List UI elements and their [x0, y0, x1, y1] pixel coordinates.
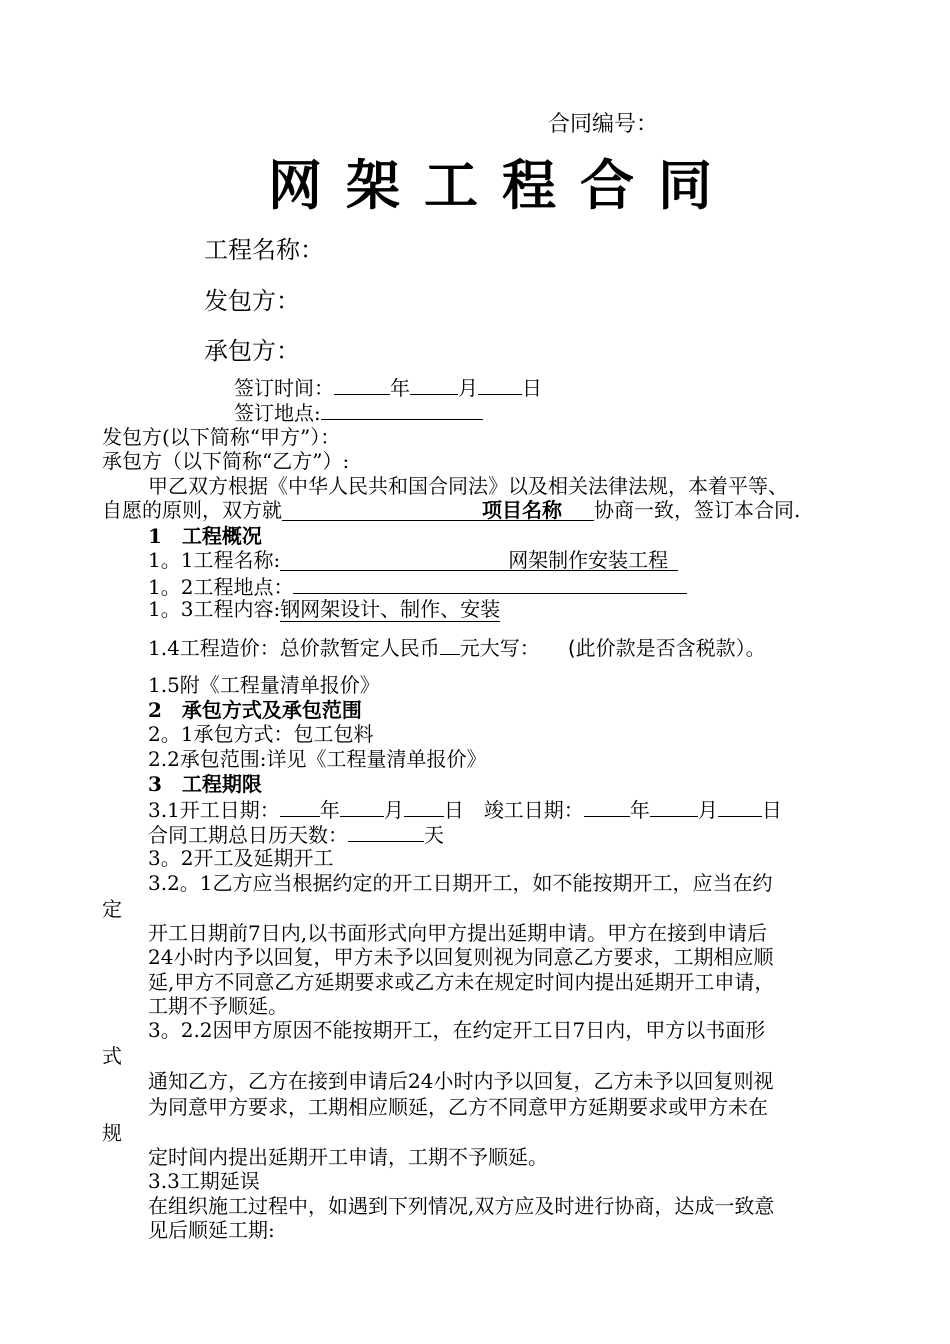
sign-place-blank — [321, 401, 483, 420]
section-1-item-5: 1.5附《工程量清单报价》 — [148, 673, 380, 697]
para-3-2-1-line-2: 定 — [102, 897, 122, 921]
section-3-heading: 3 工程期限 — [148, 772, 262, 796]
section-1-heading: 1 工程概况 — [148, 524, 262, 548]
para-3-2-1-line-3: 开工日期前7日内,以书面形式向甲方提出延期申请。甲方在接到申请后 — [148, 921, 768, 945]
start-month-blank — [340, 798, 384, 817]
end-day-blank — [718, 798, 762, 817]
end-date-label: 竣工日期： — [483, 798, 584, 822]
item-1-1-value: 网架制作安装工程 — [508, 548, 669, 572]
section-2-heading: 2 承包方式及承包范围 — [148, 698, 362, 722]
section-3-2-heading: 3。2开工及延期开工 — [148, 846, 334, 870]
section-1-item-2 — [148, 575, 687, 597]
sign-place-line — [234, 401, 483, 423]
section-1-item-4 — [148, 636, 766, 658]
party-a-line: 发包方(以下简称“甲方”）： — [102, 425, 341, 449]
section-2-item-2: 2.2承包范围:详见《工程量清单报价》 — [148, 747, 487, 771]
project-name-label: 工程名称： — [204, 236, 324, 264]
start-year-blank — [280, 798, 320, 817]
contractor-label: 承包方： — [204, 337, 300, 365]
sign-time-label: 签订时间： — [234, 376, 334, 400]
total-days-label: 合同工期总日历天数： — [148, 823, 348, 847]
project-name-fill — [282, 500, 594, 521]
para-3-3-line-2: 见后顺延工期: — [148, 1218, 275, 1242]
para-3-2-1-line-6: 工期不予顺延。 — [148, 994, 288, 1018]
preamble-line-2 — [102, 500, 800, 521]
section-1-item-1 — [148, 550, 678, 571]
item-1-4-text-b: 元大写： — [459, 636, 540, 660]
para-3-2-2-line-6: 定时间内提出延期开工申请，工期不予顺延。 — [148, 1145, 548, 1169]
party-b-line: 承包方（以下简称“乙方”）: — [102, 449, 350, 473]
section-3-dates — [148, 798, 782, 820]
item-1-3-value: 钢网架设计、制作、安装 — [280, 597, 501, 621]
sign-place-label: 签订地点: — [234, 401, 321, 425]
sign-year-blank — [334, 376, 390, 395]
section-3-3-heading: 3.3工期延误 — [148, 1169, 260, 1193]
para-3-2-2-line-3: 通知乙方，乙方在接到申请后24小时内予以回复，乙方未予以回复则视 — [148, 1069, 774, 1093]
item-1-4-text-c: (此价款是否含税款）。 — [567, 636, 766, 660]
end-year-unit: 年 — [629, 798, 650, 822]
section-3-total-days — [148, 823, 444, 845]
item-1-1-label: 1。1工程名称: — [148, 548, 281, 572]
preamble-line-2-start: 自愿的原则，双方就 — [102, 498, 282, 522]
start-date-label: 3.1开工日期： — [148, 798, 280, 822]
page-title: 网架工程合同 — [268, 153, 736, 217]
sign-day-blank — [478, 376, 522, 395]
para-3-2-2-line-5: 规 — [102, 1121, 122, 1145]
item-1-4-text-a: 1.4工程造价：总价款暂定人民币 — [148, 636, 440, 660]
para-3-2-1-line-4: 24小时内予以回复，甲方未予以回复则视为同意乙方要求，工期相应顺 — [148, 945, 774, 969]
start-month-unit: 月 — [383, 798, 404, 822]
end-day-unit: 日 — [761, 798, 782, 822]
start-day-blank — [404, 798, 444, 817]
total-days-unit: 天 — [424, 823, 444, 847]
para-3-3-line-1: 在组织施工过程中，如遇到下列情况,双方应及时进行协商，达成一致意 — [148, 1194, 775, 1218]
end-month-blank — [650, 798, 698, 817]
sign-year-unit: 年 — [390, 376, 410, 400]
start-day-unit: 日 — [443, 798, 464, 822]
item-1-3-label: 1。3工程内容: — [148, 597, 281, 621]
item-1-4-blank — [440, 636, 460, 655]
item-1-2-label: 1。2工程地点： — [148, 575, 294, 599]
end-month-unit: 月 — [697, 798, 718, 822]
para-3-2-2-line-4: 为同意甲方要求，工期相应顺延，乙方不同意甲方延期要求或甲方未在 — [148, 1095, 768, 1119]
para-3-2-1-line-5: 延,甲方不同意乙方延期要求或乙方未在规定时间内提出延期开工申请， — [148, 970, 775, 994]
employer-label: 发包方： — [204, 287, 300, 315]
section-2-item-1: 2。1承包方式：包工包料 — [148, 722, 374, 746]
item-1-2-blank — [293, 575, 687, 594]
sign-month-unit: 月 — [458, 376, 478, 400]
sign-day-unit: 日 — [522, 376, 542, 400]
contract-number-label: 合同编号： — [548, 112, 659, 137]
para-3-2-2-line-2: 式 — [102, 1044, 122, 1068]
end-year-blank — [584, 798, 630, 817]
item-1-1-value-field — [280, 550, 678, 571]
section-1-item-3 — [148, 599, 500, 619]
sign-month-blank — [410, 376, 458, 395]
project-name-fill-text: 项目名称 — [482, 498, 562, 522]
preamble-line-2-end: 协商一致，签订本合同. — [594, 498, 801, 522]
para-3-2-2-line-1: 3。2.2因甲方原因不能按期开工，在约定开工日7日内，甲方以书面形 — [148, 1018, 766, 1042]
preamble-line-1: 甲乙双方根据《中华人民共和国合同法》以及相关法律法规，本着平等、 — [148, 474, 788, 498]
start-year-unit: 年 — [319, 798, 340, 822]
para-3-2-1-line-1: 3.2。1乙方应当根据约定的开工日期开工，如不能按期开工，应当在约 — [148, 871, 773, 895]
sign-time-line — [234, 376, 542, 398]
total-days-blank — [348, 823, 424, 842]
